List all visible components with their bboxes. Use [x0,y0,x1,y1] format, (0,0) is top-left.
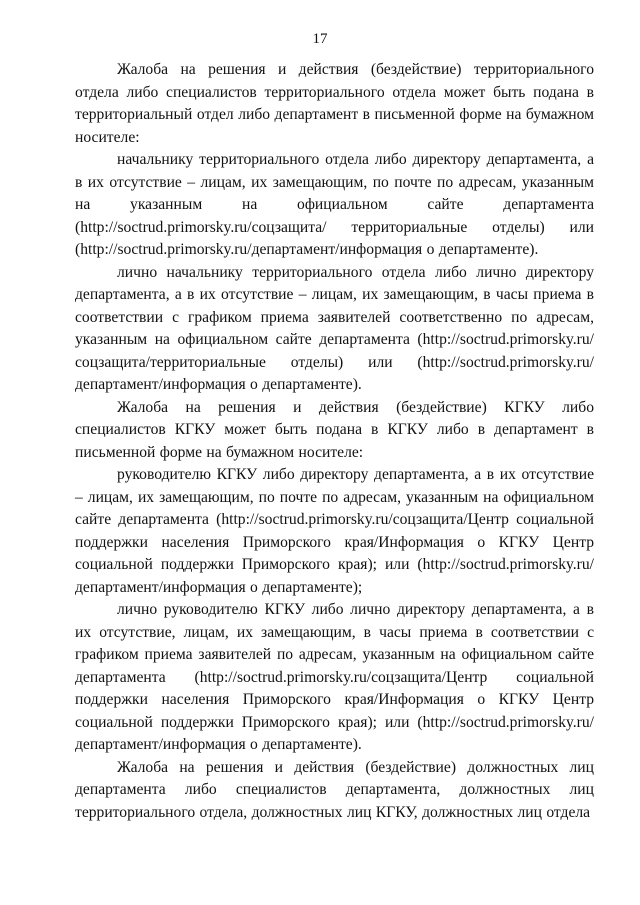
document-body [75,59,594,824]
paragraph-mail-to-department-head: начальнику территориального отдела либо директору департамента, а в их отсутствие – лицам, их замещающим, по почте по адресам, указанным на указанным на официальном сайте департамента (http://soctrud.primorsky.ru/соцзащита/ территориальные отделы) или (http://soctrud.primorsky.ru/департамент/информация о департаменте). [75,151,594,258]
paragraph-mail-to-kgku-head: руководителю КГКУ либо директору департамента, а в их отсутствие – лицам, их замещающим, по почте по адресам, указанным на официальном сайте департамента (http://soctrud.primorsky.ru/соцзащита/Центр социальной поддержки населения Приморского края/Информация о КГКУ Центр социальной поддержки Приморского края); или (http://soctrud.primorsky.ru/департамент/информация о департаменте); [75,466,594,596]
paragraph-in-person-to-kgku-head: лично руководителю КГКУ либо лично директору департамента, а в их отсутствие, лицам, их замещающим, в часы приема в соответствии с графиком приема заявителей по адресам, указанным на официальном сайте департамента (http://soctrud.primorsky.ru/соцзащита/Центр социальной поддержки населения Приморского края/Информация о КГКУ Центр социальной поддержки Приморского края); или (http://soctrud.primorsky.ru/департамент/информация о департаменте). [75,601,594,753]
paragraph-complaint-kgku: Жалоба на решения и действия (бездействие) КГКУ либо специалистов КГКУ может быть подана в КГКУ либо в департамент в письменной форме на бумажном носителе: [75,398,594,461]
paragraph-complaint-territorial-department: Жалоба на решения и действия (бездействие) территориального отдела либо специалистов территориального отдела может быть подана в территориальный отдел либо департамент в письменной форме на бумажном носителе: [75,61,594,146]
paragraph-in-person-to-department-head: лично начальнику территориального отдела либо лично директору департамента, а в их отсутствие – лицам, их замещающим, в часы приема в соответствии с графиком приема заявителей соответственно по адресам, указанным на официальном сайте департамента (http://soctrud.primorsky.ru/соцзащита/территориальные отделы) или (http://soctrud.primorsky.ru/департамент/информация о департаменте). [75,263,594,393]
paragraph-complaint-officials: Жалоба на решения и действия (бездействие) должностных лиц департамента либо специалистов департамента, должностных лиц территориального отдела, должностных лиц КГКУ, должностных лиц отдела [75,758,594,821]
page-number: 17 [312,31,328,47]
